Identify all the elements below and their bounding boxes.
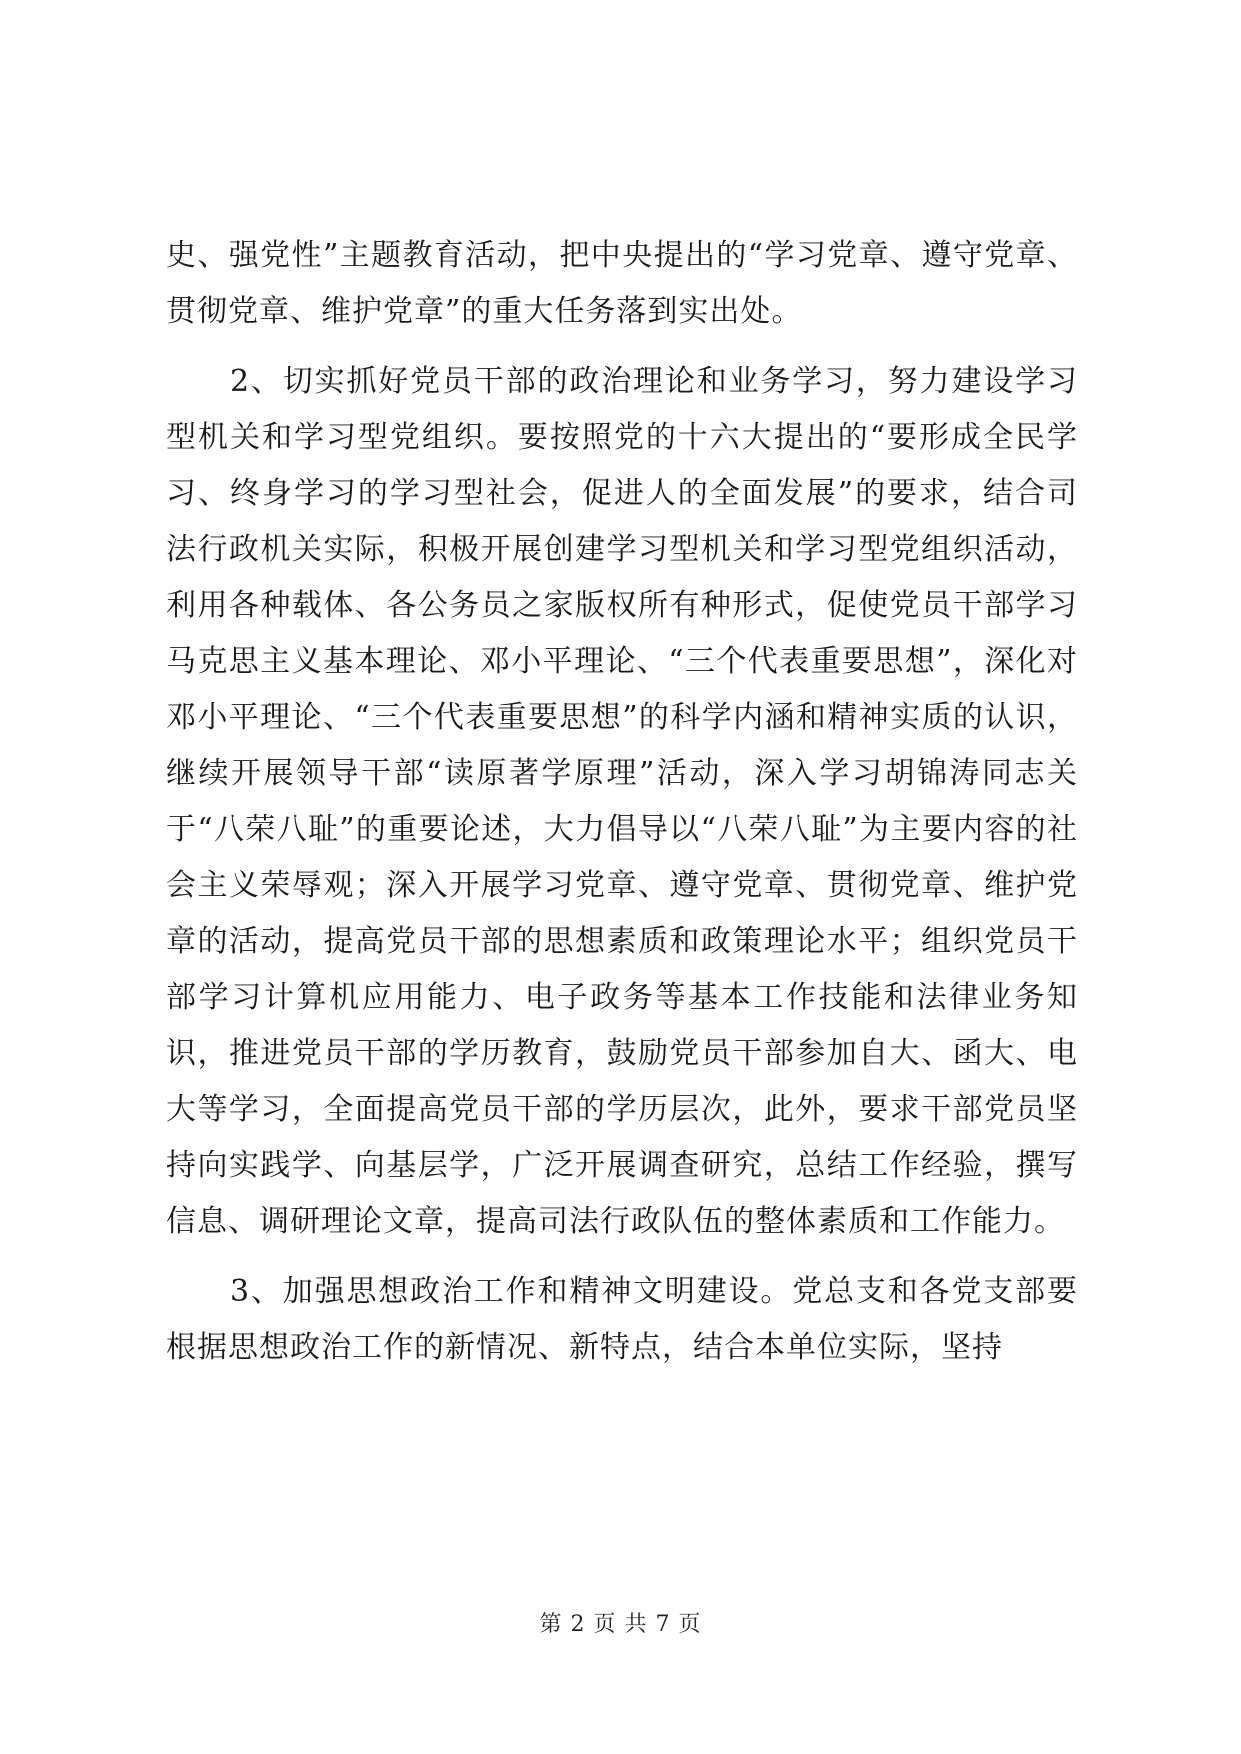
paragraph-item-2: 2、切实抓好党员干部的政治理论和业务学习，努力建设学习型机关和学习型党组织。要按照党的十六大提出的“要形成全民学习、终身学习的学习型社会，促进人的全面发展”的要求，结合司法行政机关实际，积极开展创建学习型机关和学习型党组织活动，利用各种载体、各公务员之家版权所有种形式，促使党员干部学习马克思主义基本理论、邓小平理论、“三个代表重要思想”，深化对邓小平理论、“三个代表重要思想”的科学内涵和精神实质的认识，继续开展领导干部“读原著学原理”活动，深入学习胡锦涛同志关于“八荣八耻”的重要论述，大力倡导以“八荣八耻”为主要内容的社会主义荣辱观；深入开展学习党章、遵守党章、贯彻党章、维护党章的活动，提高党员干部的思想素质和政策理论水平；组织党员干部学习计算机应用能力、电子政务等基本工作技能和法律业务知识，推进党员干部的学历教育，鼓励党员干部参加自大、函大、电大等学习，全面提高党员干部的学历层次，此外，要求干部党员坚持向实践学、向基层学，广泛开展调查研究，总结工作经验，撰写信息、调研理论文章，提高司法行政队伍的整体素质和工作能力。 xyxy=(166,364,1078,1239)
paragraph-item-3: 3、加强思想政治工作和精神文明建设。党总支和各党支部要根据思想政治工作的新情况、新特点，结合本单位实际，坚持 xyxy=(166,1274,1078,1365)
paragraph-continuation: 史、强党性”主题教育活动，把中央提出的“学习党章、遵守党章、贯彻党章、维护党章”的重大任务落到实出处。 xyxy=(166,238,1078,329)
page-number-footer: 第 2 页 共 7 页 xyxy=(539,1612,702,1637)
document-body xyxy=(166,228,1078,1376)
